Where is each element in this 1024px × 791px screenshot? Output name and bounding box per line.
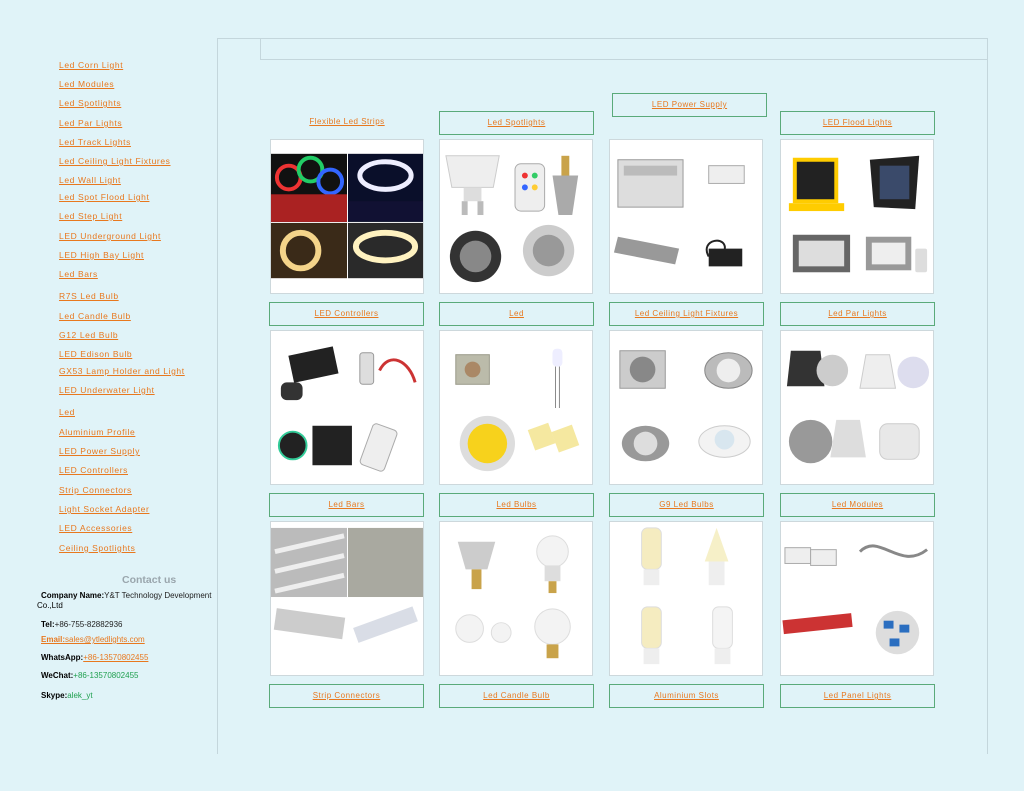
- category-led-par-lights[interactable]: Led Par Lights: [780, 302, 935, 326]
- wechat-label: WeChat:: [41, 671, 74, 680]
- sidebar-link-led-spot-flood-light[interactable]: Led Spot Flood Light: [59, 192, 150, 202]
- sidebar-link-ceiling-spotlights[interactable]: Ceiling Spotlights: [59, 543, 136, 553]
- sidebar-link-gx53-lamp-holder[interactable]: GX53 Lamp Holder and Light: [59, 366, 185, 376]
- sidebar-link-led-controllers[interactable]: LED Controllers: [59, 465, 128, 475]
- tel-value: +86-755-82882936: [54, 620, 123, 629]
- skype-value: alek_yt: [67, 691, 93, 700]
- sidebar-link-led-track-lights[interactable]: Led Track Lights: [59, 137, 131, 147]
- category-g9-led-bulbs[interactable]: G9 Led Bulbs: [609, 493, 764, 517]
- category-aluminium-slots[interactable]: Aluminium Slots: [609, 684, 764, 708]
- sidebar-link-led-edison-bulb[interactable]: LED Edison Bulb: [59, 349, 133, 359]
- tile-flexible-led-strips[interactable]: [270, 139, 424, 294]
- tile-led-spotlights[interactable]: [439, 139, 593, 294]
- whatsapp-line: [41, 653, 148, 662]
- tel-line: [41, 620, 122, 629]
- tile-led-flood-lights[interactable]: [780, 139, 934, 294]
- sidebar-link-led-underground-light[interactable]: LED Underground Light: [59, 231, 161, 241]
- category-led-ceiling-light-fixtures[interactable]: Led Ceiling Light Fixtures: [609, 302, 764, 326]
- g9-bulb-photo-icon: [610, 522, 762, 675]
- sidebar-link-r7s-led-bulb[interactable]: R7S Led Bulb: [59, 291, 119, 301]
- category-led-spotlights[interactable]: Led Spotlights: [439, 111, 594, 135]
- wechat-value: +86-13570802455: [73, 671, 139, 680]
- category-strip-connectors[interactable]: Strip Connectors: [269, 684, 424, 708]
- tel-label: Tel:: [41, 620, 55, 629]
- category-led-bars[interactable]: Led Bars: [269, 493, 424, 517]
- category-led-power-supply[interactable]: LED Power Supply: [612, 93, 767, 117]
- sidebar-link-aluminium-profile[interactable]: Aluminium Profile: [59, 427, 136, 437]
- led-bar-photo-icon: [271, 522, 423, 675]
- ceiling-fixture-photo-icon: [610, 331, 762, 484]
- sidebar-link-led-accessories[interactable]: LED Accessories: [59, 523, 133, 533]
- sidebar-link-led-high-bay-light[interactable]: LED High Bay Light: [59, 250, 144, 260]
- sidebar-link-led-underwater-light[interactable]: LED Underwater Light: [59, 385, 155, 395]
- category-led-candle-bulb[interactable]: Led Candle Bulb: [439, 684, 594, 708]
- tile-led-ceiling-light-fixtures[interactable]: [609, 330, 763, 485]
- controller-photo-icon: [271, 331, 423, 484]
- whatsapp-label: WhatsApp:: [41, 653, 84, 662]
- content-left-border: [217, 38, 218, 754]
- category-led-panel-lights[interactable]: Led Panel Lights: [780, 684, 935, 708]
- category-flexible-led-strips[interactable]: Flexible Led Strips: [309, 117, 385, 126]
- bulb-photo-icon: [440, 522, 592, 675]
- company-value: Y&T Technology Development: [104, 591, 212, 600]
- tile-led-modules[interactable]: [780, 521, 934, 676]
- led-chip-photo-icon: [440, 331, 592, 484]
- company-name-line: [41, 591, 211, 600]
- category-led-flood-lights[interactable]: LED Flood Lights: [780, 111, 935, 135]
- content-header-divider: [260, 38, 261, 60]
- wechat-line: [41, 671, 138, 680]
- led-strip-photo-icon: [271, 140, 423, 293]
- sidebar-link-led-modules[interactable]: Led Modules: [59, 79, 115, 89]
- company-name-line-2: Co.,Ltd: [37, 601, 63, 610]
- contact-title: Contact us: [122, 574, 177, 586]
- email-link[interactable]: sales@ytledlights.com: [65, 635, 145, 644]
- power-supply-photo-icon: [610, 140, 762, 293]
- tile-g9-led-bulbs[interactable]: [609, 521, 763, 676]
- tile-led-bars[interactable]: [270, 521, 424, 676]
- sidebar-link-led-candle-bulb[interactable]: Led Candle Bulb: [59, 311, 131, 321]
- content-top-border: [217, 38, 987, 39]
- sidebar-link-led-par-lights[interactable]: Led Par Lights: [59, 118, 123, 128]
- spotlight-photo-icon: [440, 140, 592, 293]
- content-header-border: [260, 59, 987, 60]
- sidebar-link-led[interactable]: Led: [59, 407, 75, 417]
- category-led-controllers[interactable]: LED Controllers: [269, 302, 424, 326]
- sidebar-link-led-spotlights[interactable]: Led Spotlights: [59, 98, 122, 108]
- sidebar-link-led-power-supply[interactable]: LED Power Supply: [59, 446, 140, 456]
- company-label: Company Name:: [41, 591, 105, 600]
- skype-label: Skype:: [41, 691, 68, 700]
- category-led-modules[interactable]: Led Modules: [780, 493, 935, 517]
- content-right-border: [987, 38, 988, 754]
- tile-led-power-supply[interactable]: [609, 139, 763, 294]
- tile-led-controllers[interactable]: [270, 330, 424, 485]
- whatsapp-link[interactable]: +86-13570802455: [83, 653, 149, 662]
- par-light-photo-icon: [781, 331, 933, 484]
- sidebar: [0, 0, 218, 791]
- sidebar-link-g12-led-bulb[interactable]: G12 Led Bulb: [59, 330, 119, 340]
- sidebar-link-strip-connectors[interactable]: Strip Connectors: [59, 485, 132, 495]
- flood-light-photo-icon: [781, 140, 933, 293]
- category-led-bulbs[interactable]: Led Bulbs: [439, 493, 594, 517]
- sidebar-link-led-wall-light[interactable]: Led Wall Light: [59, 175, 121, 185]
- tile-led-par-lights[interactable]: [780, 330, 934, 485]
- sidebar-link-led-step-light[interactable]: Led Step Light: [59, 211, 123, 221]
- tile-led[interactable]: [439, 330, 593, 485]
- sidebar-link-led-bars[interactable]: Led Bars: [59, 269, 98, 279]
- led-module-photo-icon: [781, 522, 933, 675]
- skype-line: [41, 691, 93, 700]
- tile-led-bulbs[interactable]: [439, 521, 593, 676]
- category-led[interactable]: Led: [439, 302, 594, 326]
- sidebar-link-light-socket-adapter[interactable]: Light Socket Adapter: [59, 504, 150, 514]
- sidebar-link-led-ceiling-light-fixtures[interactable]: Led Ceiling Light Fixtures: [59, 156, 171, 166]
- email-line: [41, 635, 145, 644]
- sidebar-link-led-corn-light[interactable]: Led Corn Light: [59, 60, 124, 70]
- email-label: Email:: [41, 635, 66, 644]
